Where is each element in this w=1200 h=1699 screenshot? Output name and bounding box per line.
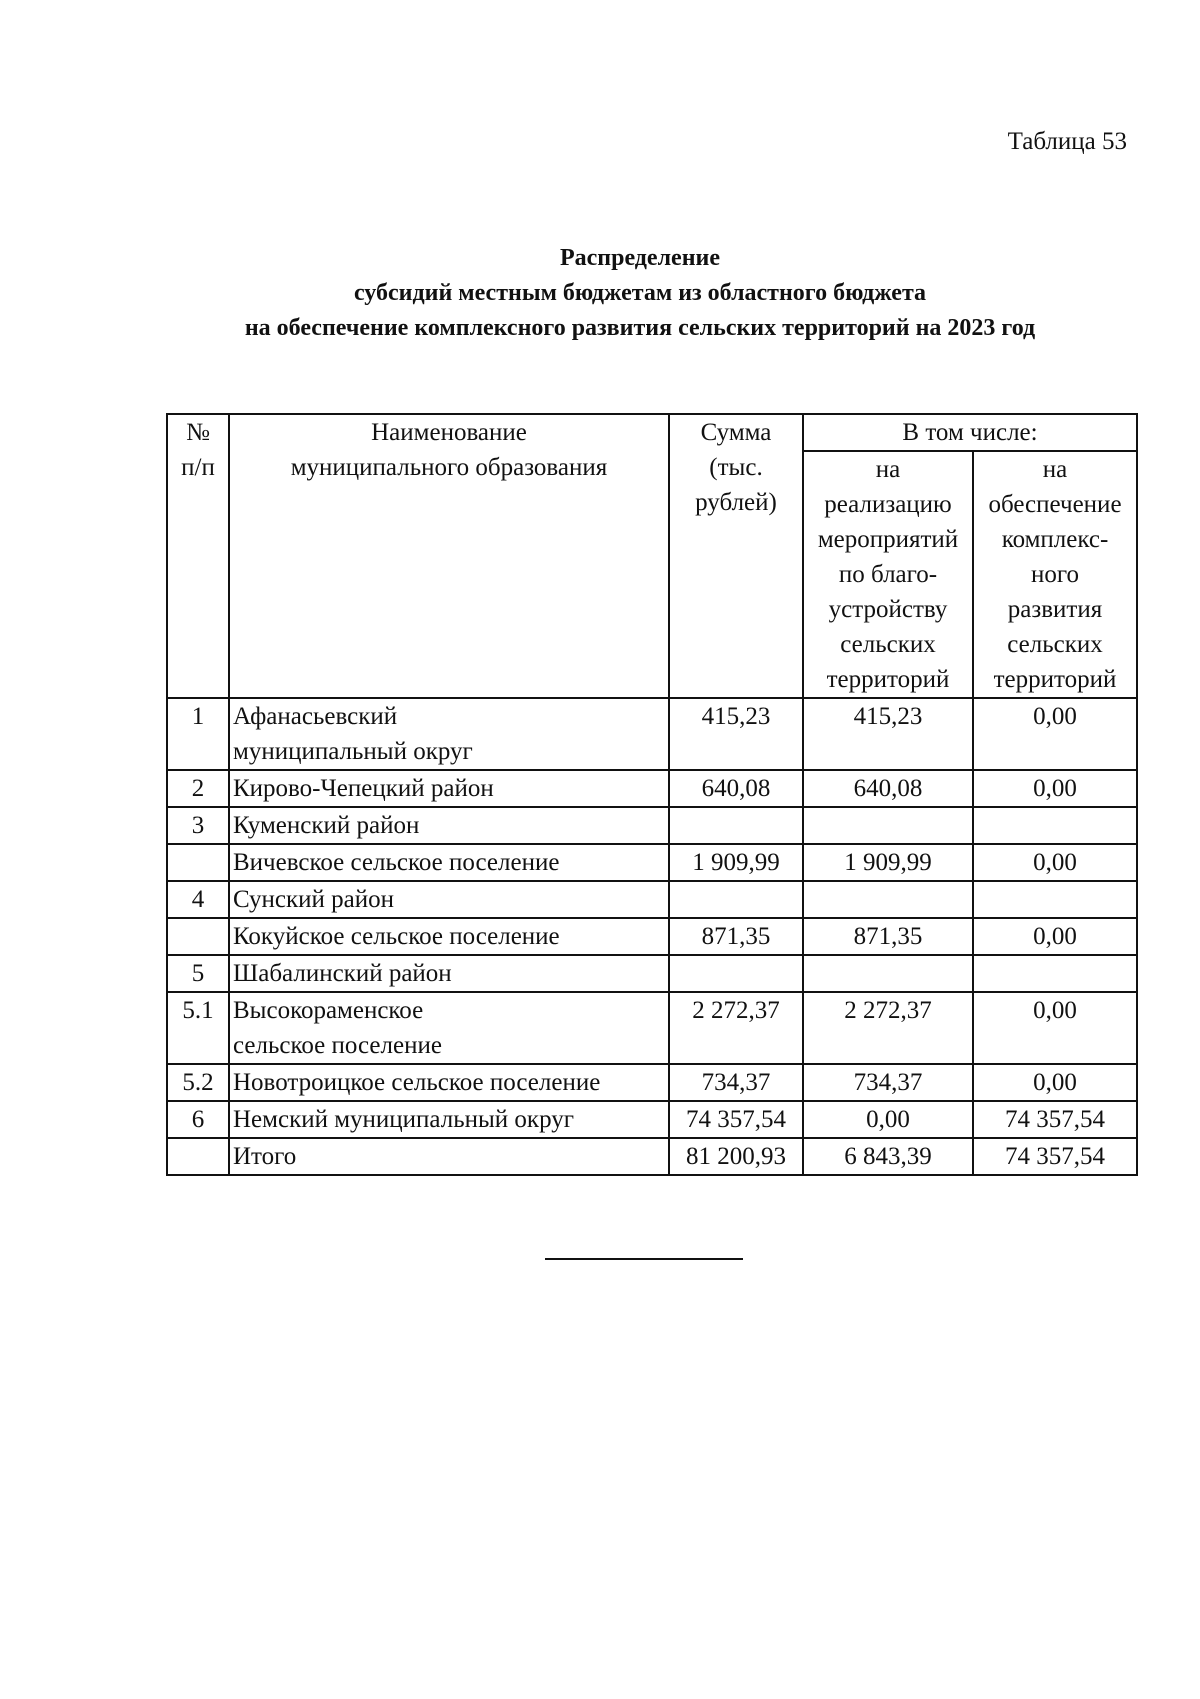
cell-improvement: 415,23	[803, 698, 973, 770]
table-row	[167, 1101, 1137, 1138]
cell-integrated-development: 0,00	[973, 1064, 1137, 1101]
header-municipality: Наименование муниципального образования	[229, 414, 669, 698]
cell-municipality: Высокораменское сельское поселение	[229, 992, 669, 1064]
cell-municipality: Афанасьевский муниципальный округ	[229, 698, 669, 770]
cell-number: 3	[167, 807, 229, 844]
table-row	[167, 698, 1137, 770]
cell-improvement	[803, 807, 973, 844]
cell-improvement: 1 909,99	[803, 844, 973, 881]
header-sum: Сумма (тыс. рублей)	[669, 414, 803, 698]
cell-sum: 1 909,99	[669, 844, 803, 881]
title-line-3: на обеспечение комплексного развития сельских территорий на 2023 год	[244, 315, 1036, 341]
cell-sum: 415,23	[669, 698, 803, 770]
table-row	[167, 955, 1137, 992]
closing-rule	[545, 1258, 743, 1260]
cell-sum	[669, 955, 803, 992]
cell-sum	[669, 807, 803, 844]
cell-number: 5.1	[167, 992, 229, 1064]
cell-integrated-development: 74 357,54	[973, 1138, 1137, 1175]
cell-number: 4	[167, 881, 229, 918]
cell-improvement: 6 843,39	[803, 1138, 973, 1175]
header-including: В том числе:	[803, 414, 1137, 451]
cell-municipality: Сунский район	[229, 881, 669, 918]
cell-integrated-development: 0,00	[973, 844, 1137, 881]
cell-integrated-development	[973, 881, 1137, 918]
cell-improvement: 2 272,37	[803, 992, 973, 1064]
table-row	[167, 1138, 1137, 1175]
cell-number	[167, 844, 229, 881]
cell-number: 5	[167, 955, 229, 992]
cell-municipality: Немский муниципальный округ	[229, 1101, 669, 1138]
cell-number	[167, 918, 229, 955]
cell-sum: 81 200,93	[669, 1138, 803, 1175]
cell-sum: 74 357,54	[669, 1101, 803, 1138]
cell-integrated-development: 74 357,54	[973, 1101, 1137, 1138]
cell-improvement: 871,35	[803, 918, 973, 955]
cell-integrated-development: 0,00	[973, 992, 1137, 1064]
table-row	[167, 881, 1137, 918]
table-header-row	[167, 414, 1137, 451]
table-row	[167, 1064, 1137, 1101]
cell-integrated-development: 0,00	[973, 770, 1137, 807]
cell-improvement	[803, 955, 973, 992]
header-number: № п/п	[167, 414, 229, 698]
cell-number: 5.2	[167, 1064, 229, 1101]
cell-improvement: 0,00	[803, 1101, 973, 1138]
cell-municipality: Кирово-Чепецкий район	[229, 770, 669, 807]
table-number-label: Таблица 53	[1007, 128, 1127, 155]
cell-integrated-development: 0,00	[973, 698, 1137, 770]
cell-sum: 2 272,37	[669, 992, 803, 1064]
cell-improvement: 734,37	[803, 1064, 973, 1101]
cell-municipality: Новотроицкое сельское поселение	[229, 1064, 669, 1101]
cell-municipality: Шабалинский район	[229, 955, 669, 992]
cell-municipality: Вичевское сельское поселение	[229, 844, 669, 881]
cell-municipality: Куменский район	[229, 807, 669, 844]
cell-municipality: Итого	[229, 1138, 669, 1175]
cell-sum	[669, 881, 803, 918]
table-row	[167, 807, 1137, 844]
cell-number: 2	[167, 770, 229, 807]
table-row	[167, 770, 1137, 807]
cell-integrated-development: 0,00	[973, 918, 1137, 955]
table-row	[167, 992, 1137, 1064]
cell-integrated-development	[973, 955, 1137, 992]
cell-sum: 640,08	[669, 770, 803, 807]
cell-number: 1	[167, 698, 229, 770]
document-title	[150, 241, 1130, 346]
cell-sum: 871,35	[669, 918, 803, 955]
cell-number: 6	[167, 1101, 229, 1138]
cell-improvement: 640,08	[803, 770, 973, 807]
header-integrated-development: на обеспечение комплекс- ного развития сельских территорий	[973, 451, 1137, 698]
cell-integrated-development	[973, 807, 1137, 844]
title-line-2: субсидий местным бюджетам из областного бюджета	[353, 280, 927, 306]
table-row	[167, 844, 1137, 881]
title-line-1: Распределение	[559, 245, 721, 271]
table-row	[167, 918, 1137, 955]
header-improvement: на реализацию мероприятий по благо- устройству сельских территорий	[803, 451, 973, 698]
cell-sum: 734,37	[669, 1064, 803, 1101]
cell-municipality: Кокуйское сельское поселение	[229, 918, 669, 955]
cell-improvement	[803, 881, 973, 918]
cell-number	[167, 1138, 229, 1175]
subsidy-distribution-table	[166, 413, 1138, 1176]
